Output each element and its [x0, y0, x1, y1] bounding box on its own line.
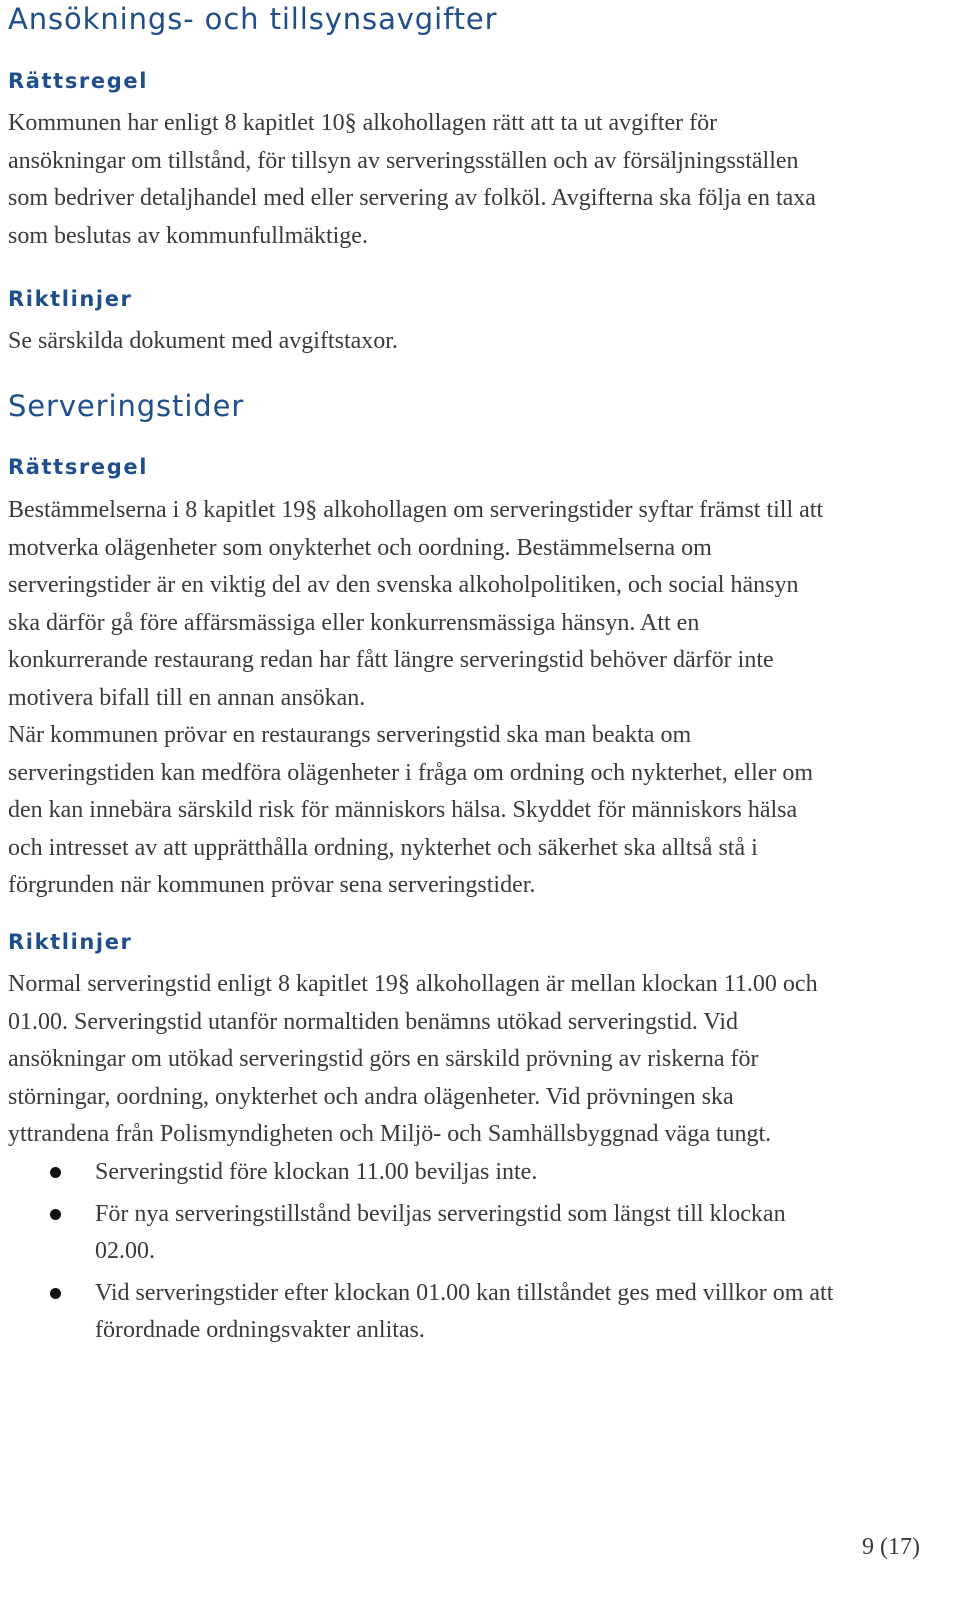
bullet-icon [50, 1209, 61, 1220]
text-line: 01.00. Serveringstid utanför normaltiden benämns utökad serveringstid. Vid [8, 1008, 738, 1035]
text-line: som beslutas av kommunfullmäktige. [8, 222, 368, 249]
text-line: motivera bifall till en annan ansökan. [8, 684, 366, 711]
text-line: den kan innebära särskild risk för människors hälsa. Skyddet för människors hälsa [8, 797, 798, 823]
text-line: förgrunden när kommunen prövar sena serveringstider. [8, 872, 536, 898]
text-line: Normal serveringstid enligt 8 kapitlet 19§ alkohollagen är mellan klockan 11.00 och [8, 971, 818, 997]
text-line: serveringstiden kan medföra olägenheter i fråga om ordning och nykterhet, eller om [8, 759, 814, 786]
guidelines-heading-serving-hours: Riktlinjer [8, 930, 133, 954]
guidelines-paragraph-serving-hours [8, 966, 818, 1154]
text-line: serveringstider är en viktig del av den svenska alkoholpolitiken, och social hänsyn [8, 572, 799, 598]
text-line: För nya serveringstillstånd beviljas serveringstid som längst till klockan [95, 1200, 786, 1227]
bullet-item [8, 1154, 833, 1192]
page-number: 9 (17) [862, 1534, 920, 1560]
bullet-item [8, 1196, 833, 1271]
guidelines-paragraph-fees [8, 323, 398, 361]
text-line: konkurrerande restaurang redan har fått längre serveringstid behöver därför inte [8, 647, 774, 673]
guidelines-heading-fees: Riktlinjer [8, 287, 133, 311]
text-line: och intresset av att upprätthålla ordning, nykterhet och säkerhet ska alltså stå i [8, 834, 758, 861]
text-line: yttrandena från Polismyndigheten och Miljö- och Samhällsbyggnad väga tungt. [8, 1121, 772, 1147]
text-line: motverka olägenheter som onykterhet och oordning. Bestämmelserna om [8, 534, 712, 561]
text-line: som bedriver detaljhandel med eller servering av folköl. Avgifterna ska följa en taxa [8, 185, 816, 211]
text-line: störningar, oordning, onykterhet och andra olägenheter. Vid prövningen ska [8, 1083, 734, 1110]
section-title-serving-hours: Serveringstider [8, 389, 245, 423]
rule-paragraph-serving-hours [8, 492, 823, 905]
text-line: Bestämmelserna i 8 kapitlet 19§ alkohollagen om serveringstider syftar främst till att [8, 497, 824, 523]
text-line: När kommunen prövar en restaurangs serveringstid ska man beakta om [8, 722, 692, 748]
text-line: Se särskilda dokument med avgiftstaxor. [8, 328, 398, 354]
text-line: ansökningar om tillstånd, för tillsyn av serveringsställen och av försäljningsställen [8, 147, 799, 174]
rule-heading-fees: Rättsregel [8, 69, 148, 93]
text-line: ansökningar om utökad serveringstid görs en särskild prövning av riskerna för [8, 1046, 759, 1072]
text-line: Serveringstid före klockan 11.00 beviljas inte. [95, 1159, 538, 1185]
text-line: Kommunen har enligt 8 kapitlet 10§ alkohollagen rätt att ta ut avgifter för [8, 110, 718, 136]
bullet-icon [50, 1167, 61, 1178]
text-line: förordnade ordningsvakter anlitas. [95, 1317, 425, 1343]
text-line: 02.00. [95, 1238, 155, 1264]
guidelines-bullet-list [8, 1154, 833, 1350]
bullet-item [8, 1275, 833, 1350]
bullet-icon [50, 1288, 61, 1299]
text-line: ska därför gå före affärsmässiga eller konkurrensmässiga hänsyn. Att en [8, 609, 700, 636]
section-title-fees: Ansöknings- och tillsynsavgifter [8, 2, 498, 36]
rule-heading-serving-hours: Rättsregel [8, 455, 148, 479]
rule-paragraph-fees [8, 105, 816, 255]
text-line: Vid serveringstider efter klockan 01.00 kan tillståndet ges med villkor om att [95, 1279, 834, 1306]
